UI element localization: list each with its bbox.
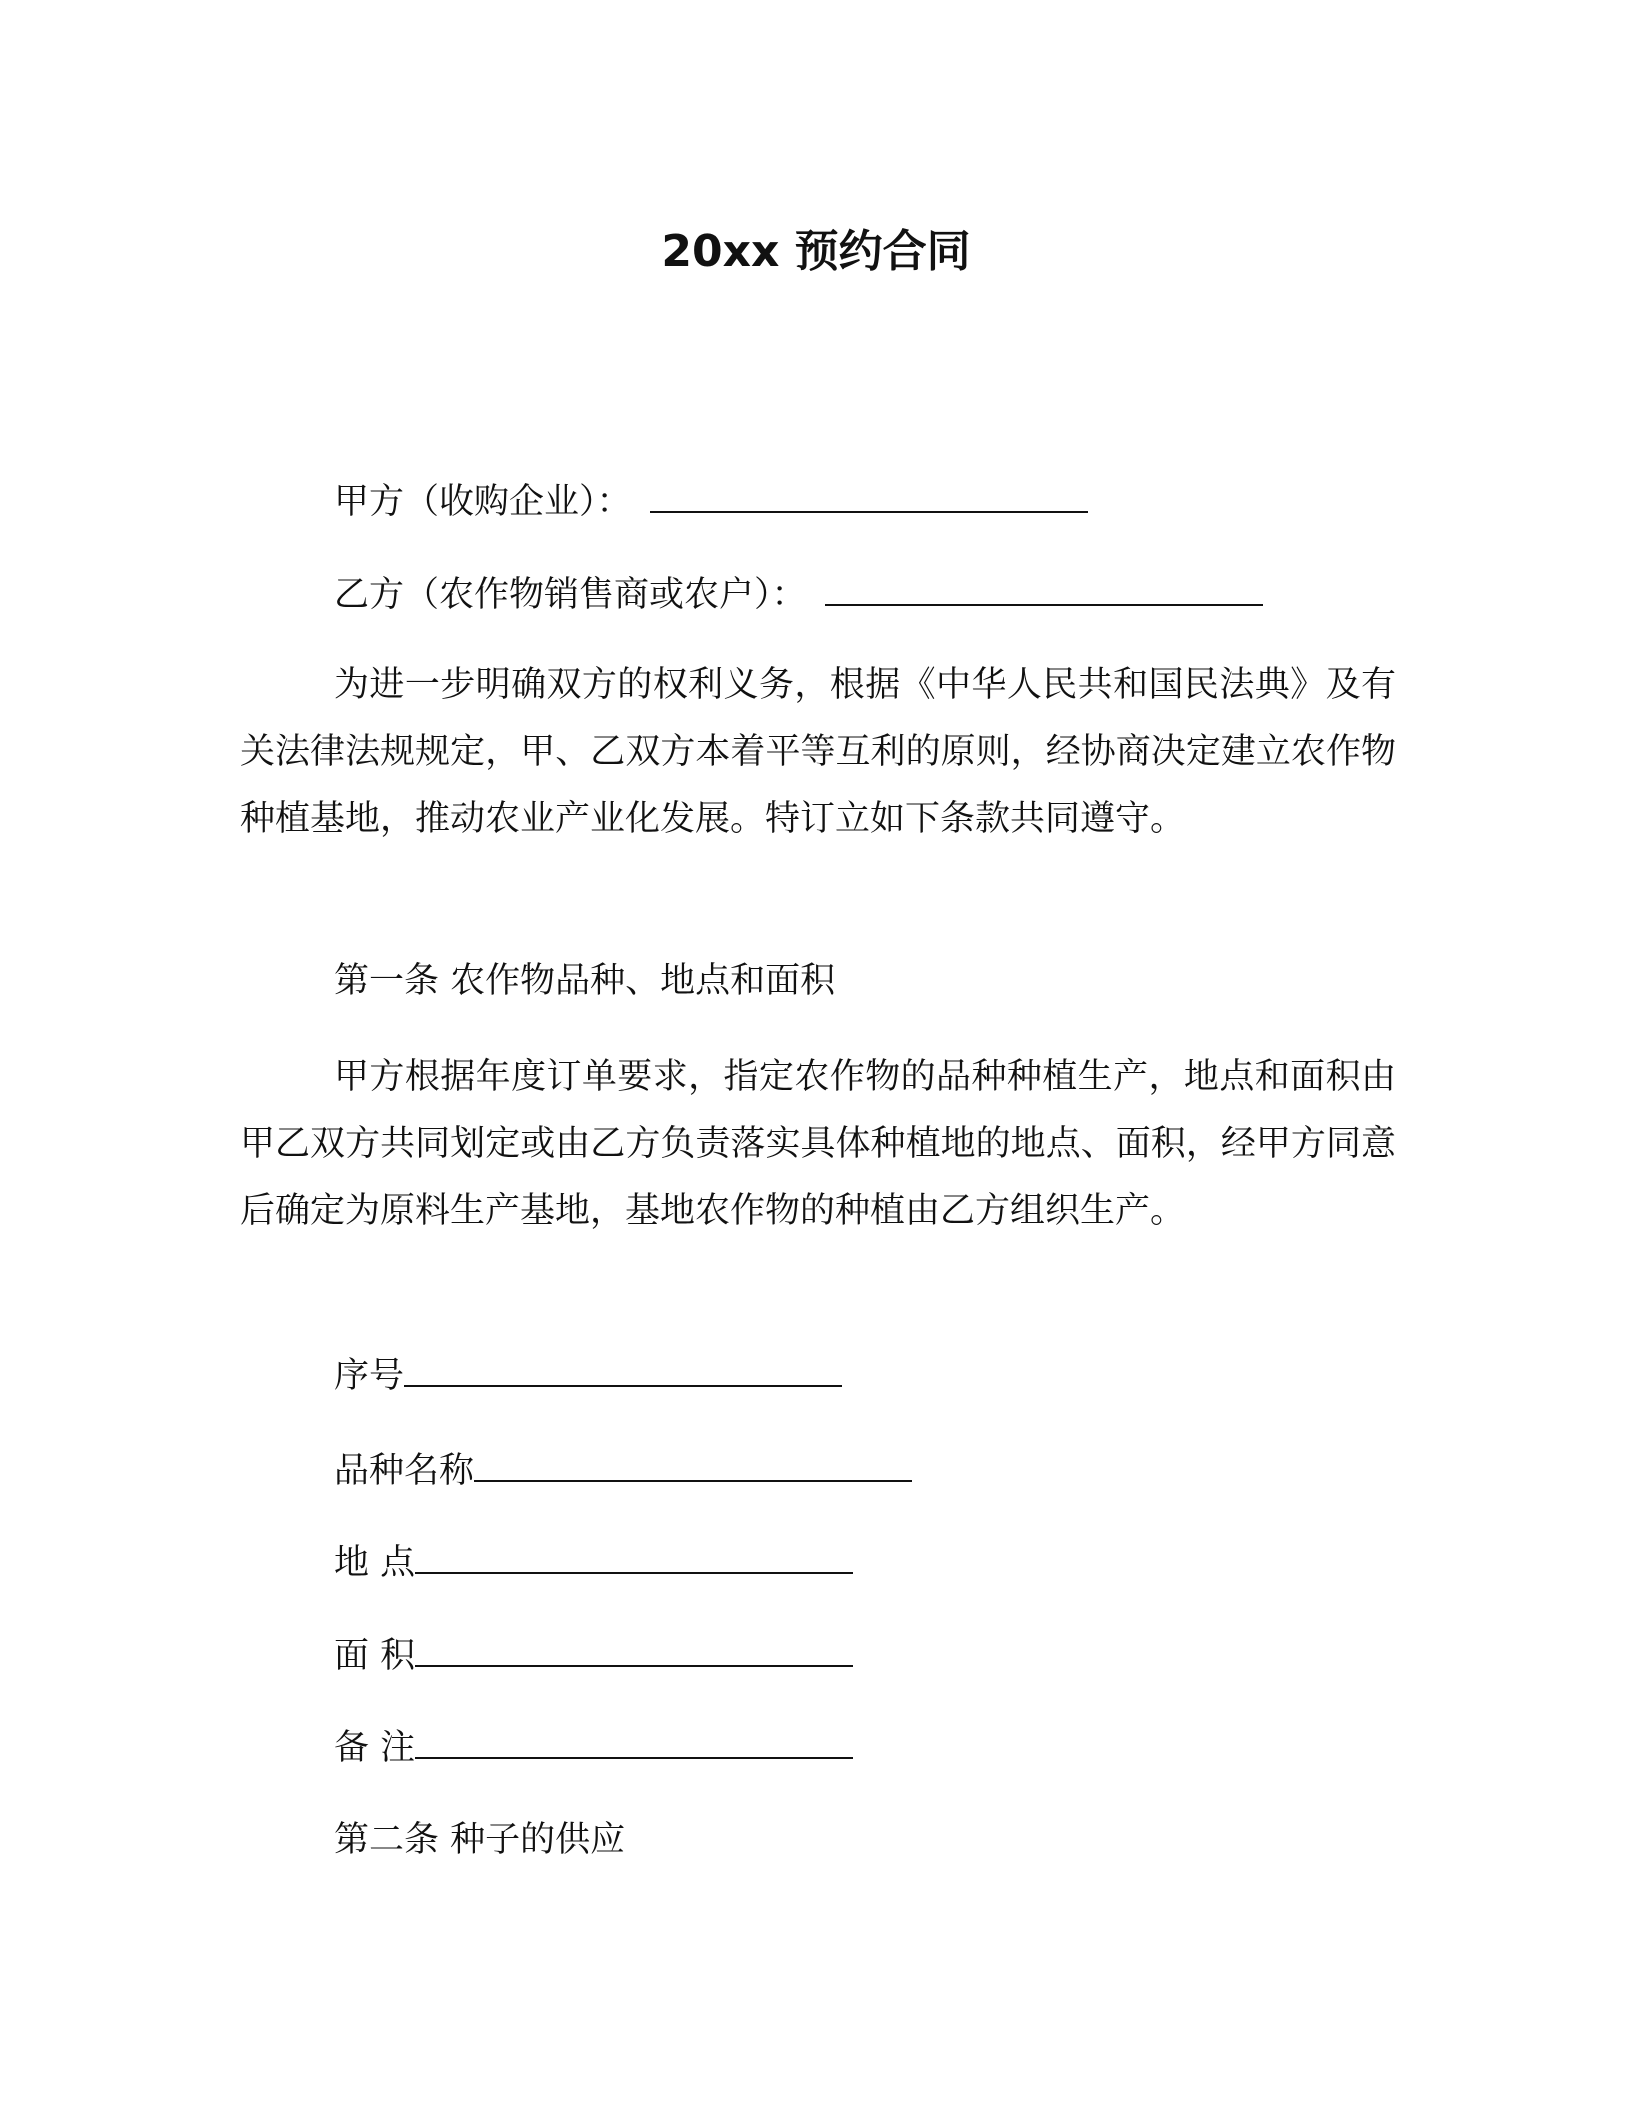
field-area (334, 1631, 853, 1681)
party-b-line (334, 570, 1263, 620)
field-label: 序号 (334, 1356, 405, 1396)
field-blank (415, 1727, 853, 1759)
field-label: 地 点 (334, 1543, 416, 1583)
field-remarks (334, 1723, 853, 1773)
article-1-heading: 第一条 农作物品种、地点和面积 (334, 961, 836, 1001)
field-label: 面 积 (334, 1636, 416, 1676)
field-variety-name (334, 1446, 912, 1496)
article-2-heading: 第二条 种子的供应 (334, 1820, 626, 1860)
party-b-label: 乙方（农作物销售商或农户）： (334, 575, 807, 615)
preamble-paragraph: 为进一步明确双方的权利义务，根据《中华人民共和国民法典》及有关法律法规规定，甲、乙双方本着平等互利的原则，经协商决定建立农作物种植基地，推动农业产业化发展。特订立如下条款共同遵守。 (240, 665, 1396, 839)
document-title: 20xx 预约合同 (661, 226, 971, 277)
field-blank (415, 1542, 853, 1574)
field-blank (404, 1355, 842, 1387)
party-a-label: 甲方（收购企业）： (334, 482, 632, 522)
party-a-line (334, 477, 1088, 527)
party-a-blank (650, 481, 1088, 513)
field-serial-number (334, 1351, 842, 1401)
article-1-paragraph: 甲方根据年度订单要求，指定农作物的品种种植生产，地点和面积由甲乙双方共同划定或由乙方负责落实具体种植地的地点、面积，经甲方同意后确定为原料生产基地，基地农作物的种植由乙方组织生产。 (240, 1057, 1396, 1231)
field-label: 备 注 (334, 1728, 416, 1768)
field-blank (415, 1635, 853, 1667)
field-label: 品种名称 (334, 1451, 475, 1491)
field-blank (474, 1450, 912, 1482)
field-location (334, 1538, 853, 1588)
party-b-blank (825, 574, 1263, 606)
